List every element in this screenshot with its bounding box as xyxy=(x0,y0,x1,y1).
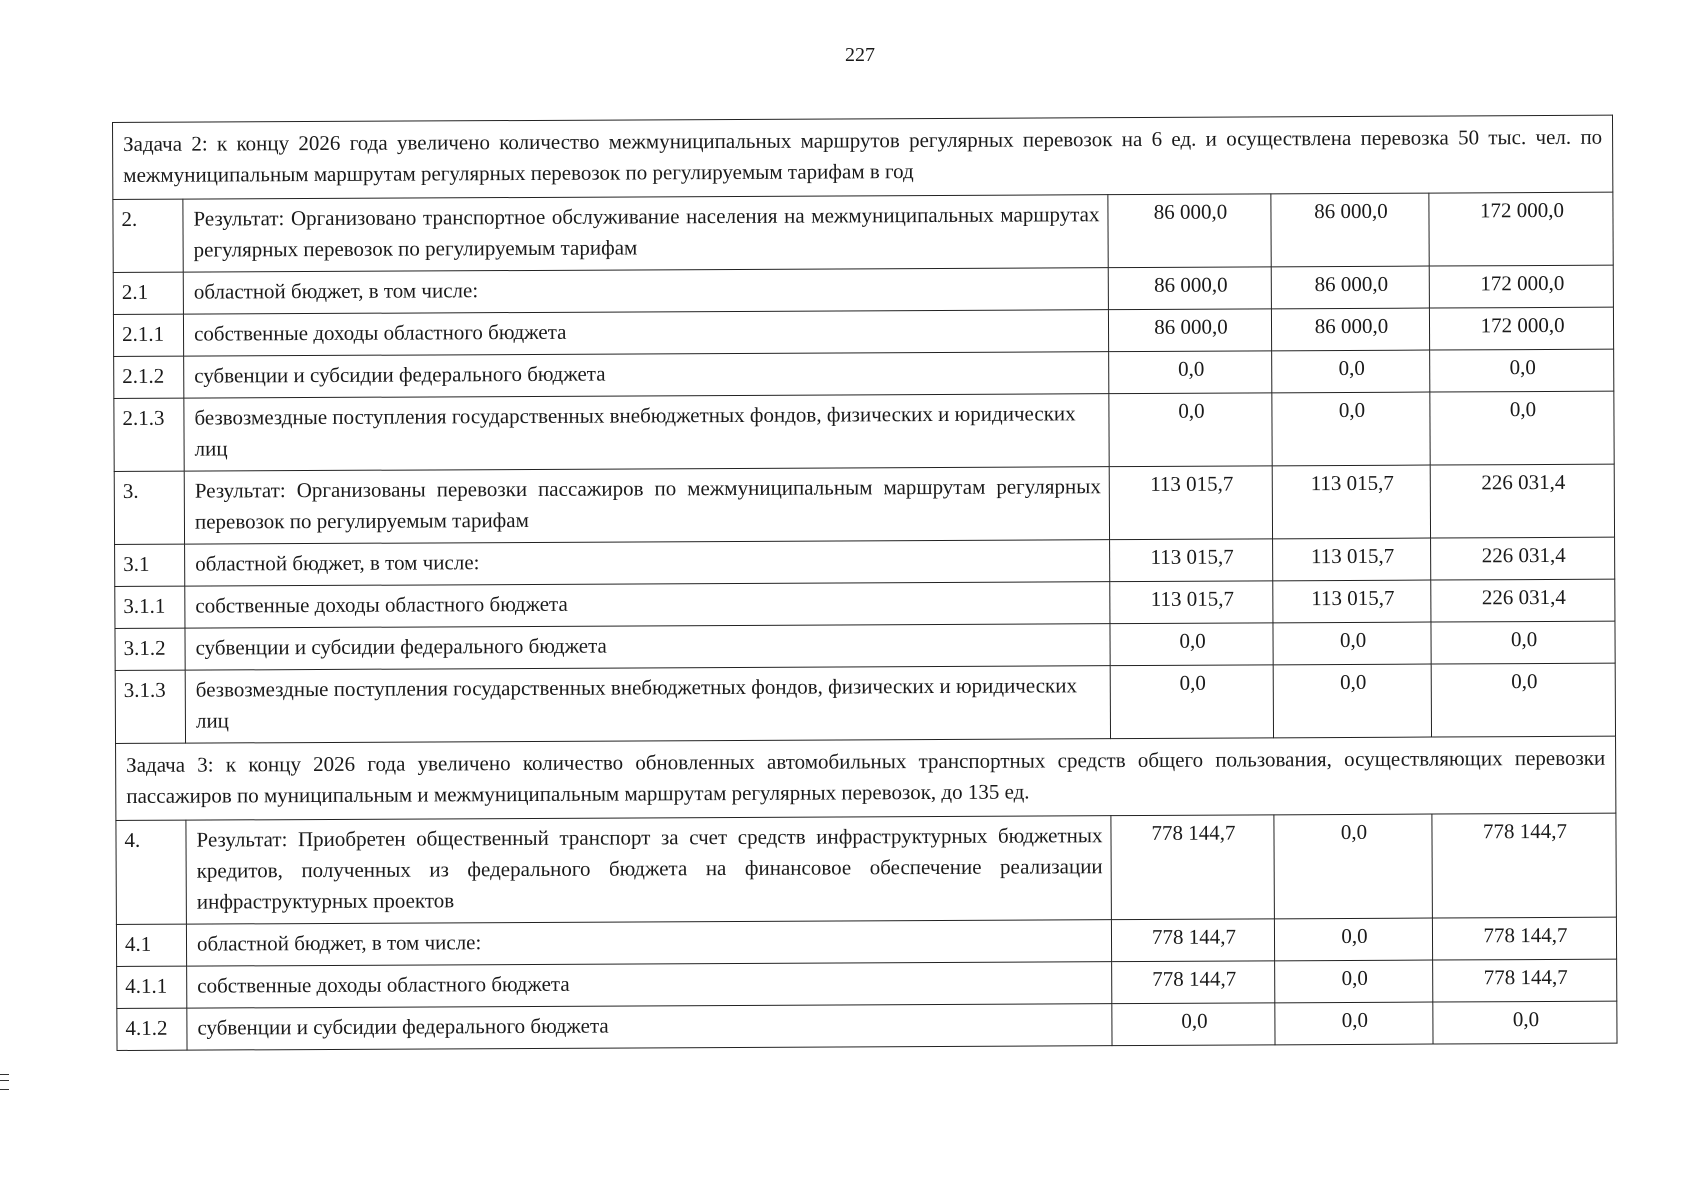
row-label: собственные доходы областного бюджета xyxy=(183,310,1108,357)
row-number: 2.1 xyxy=(113,272,183,314)
row-label: безвозмездные поступления государственных внебюджетных фондов, физических и юридических лиц xyxy=(184,394,1109,472)
value-1: 778 144,7 xyxy=(1111,919,1274,962)
row-label: субвенции и субсидии федерального бюджета xyxy=(185,624,1110,671)
row-number: 4.1 xyxy=(116,924,186,966)
table-row xyxy=(113,265,1613,314)
task-row xyxy=(113,115,1613,199)
value-1: 86 000,0 xyxy=(1108,267,1271,310)
row-label: собственные доходы областного бюджета xyxy=(185,582,1110,629)
row-number: 4.1.1 xyxy=(117,966,187,1008)
row-number: 2.1.1 xyxy=(113,314,183,356)
value-3: 226 031,4 xyxy=(1430,464,1614,538)
table-row xyxy=(113,307,1613,356)
row-label: субвенции и субсидии федерального бюджета xyxy=(184,352,1109,399)
table-row xyxy=(114,349,1614,398)
value-3: 778 144,7 xyxy=(1432,813,1617,918)
table-row xyxy=(115,621,1615,670)
row-label: областной бюджет, в том числе: xyxy=(186,920,1111,967)
value-3: 172 000,0 xyxy=(1429,265,1613,308)
row-number: 4.1.2 xyxy=(117,1008,187,1050)
row-label: Результат: Приобретен общественный транспорт за счет средств инфраструктурных бюджетных кредитов, полученных из федерального бюджета на финансовое обеспечение реализации инфраструктурных проектов xyxy=(186,816,1111,925)
row-label: областной бюджет, в том числе: xyxy=(183,268,1108,315)
value-2: 0,0 xyxy=(1273,622,1431,665)
row-number: 2.1.3 xyxy=(114,398,184,471)
table-row xyxy=(113,192,1613,272)
value-2: 86 000,0 xyxy=(1271,266,1429,309)
value-3: 226 031,4 xyxy=(1431,537,1615,580)
value-2: 113 015,7 xyxy=(1273,580,1431,623)
table-row xyxy=(116,917,1616,966)
task-row xyxy=(116,736,1616,820)
row-number: 3.1.1 xyxy=(115,586,185,628)
table-row xyxy=(115,579,1615,628)
row-label: Результат: Организованы перевозки пассажиров по межмуниципальным маршрутам регулярных перевозок по регулируемым тарифам xyxy=(184,467,1109,545)
value-2: 86 000,0 xyxy=(1271,193,1429,267)
value-1: 113 015,7 xyxy=(1109,466,1272,540)
value-1: 0,0 xyxy=(1112,1003,1275,1046)
value-1: 0,0 xyxy=(1109,393,1272,467)
row-number: 3.1.2 xyxy=(115,628,185,670)
row-label: Результат: Организовано транспортное обслуживание населения на межмуниципальных маршрутах регулярных перевозок по регулируемым тарифам xyxy=(183,195,1108,273)
value-3: 226 031,4 xyxy=(1431,579,1615,622)
value-3: 0,0 xyxy=(1431,663,1615,737)
row-number: 2.1.2 xyxy=(114,356,184,398)
value-1: 113 015,7 xyxy=(1110,539,1273,582)
value-1: 778 144,7 xyxy=(1112,961,1275,1004)
value-1: 113 015,7 xyxy=(1110,581,1273,624)
margin-mark xyxy=(0,1074,9,1090)
row-number: 3.1.3 xyxy=(115,670,185,743)
value-3: 172 000,0 xyxy=(1429,192,1613,266)
value-1: 86 000,0 xyxy=(1108,194,1271,268)
value-2: 0,0 xyxy=(1273,664,1431,738)
table-row xyxy=(116,813,1617,924)
value-2: 113 015,7 xyxy=(1273,538,1431,581)
value-2: 0,0 xyxy=(1272,392,1430,466)
value-2: 86 000,0 xyxy=(1271,308,1429,351)
table-row xyxy=(117,959,1617,1008)
value-2: 0,0 xyxy=(1275,960,1433,1003)
row-label: областной бюджет, в том числе: xyxy=(185,540,1110,587)
row-number: 3. xyxy=(114,471,184,544)
value-3: 0,0 xyxy=(1430,349,1614,392)
task-heading: Задача 2: к концу 2026 года увеличено количество межмуниципальных маршрутов регулярных перевозок на 6 ед. и осуществлена перевозка 50 тыс. чел. по межмуниципальным маршрутам регулярных перевозок по регулируемым тарифам в год xyxy=(113,115,1613,199)
row-label: субвенции и субсидии федерального бюджета xyxy=(187,1004,1112,1051)
value-3: 778 144,7 xyxy=(1433,959,1617,1002)
page-number: 227 xyxy=(845,44,875,66)
table-row xyxy=(114,464,1614,544)
row-label: безвозмездные поступления государственных внебюджетных фондов, физических и юридических лиц xyxy=(185,666,1110,744)
row-number: 2. xyxy=(113,199,183,272)
value-2: 0,0 xyxy=(1274,918,1432,961)
value-3: 0,0 xyxy=(1430,391,1614,465)
value-1: 0,0 xyxy=(1110,665,1273,739)
row-number: 3.1 xyxy=(115,544,185,586)
value-3: 0,0 xyxy=(1433,1001,1617,1044)
value-2: 0,0 xyxy=(1272,350,1430,393)
table-row xyxy=(117,1001,1617,1050)
budget-table xyxy=(112,115,1618,1051)
value-3: 0,0 xyxy=(1431,621,1615,664)
value-2: 113 015,7 xyxy=(1272,465,1430,539)
row-label: собственные доходы областного бюджета xyxy=(187,962,1112,1009)
table-row xyxy=(115,663,1615,743)
value-2: 0,0 xyxy=(1275,1002,1433,1045)
value-1: 778 144,7 xyxy=(1111,815,1275,920)
table-row xyxy=(114,391,1614,471)
value-1: 0,0 xyxy=(1109,351,1272,394)
value-1: 86 000,0 xyxy=(1108,309,1271,352)
value-3: 172 000,0 xyxy=(1429,307,1613,350)
task-heading: Задача 3: к концу 2026 года увеличено количество обновленных автомобильных транспортных средств общего пользования, осуществляющих перевозки пассажиров по муниципальным и межмуниципальным маршрутам регулярных перевозок, до 135 ед. xyxy=(116,736,1616,820)
table-row xyxy=(115,537,1615,586)
value-1: 0,0 xyxy=(1110,623,1273,666)
row-number: 4. xyxy=(116,820,187,924)
value-2: 0,0 xyxy=(1274,814,1433,919)
value-3: 778 144,7 xyxy=(1432,917,1616,960)
